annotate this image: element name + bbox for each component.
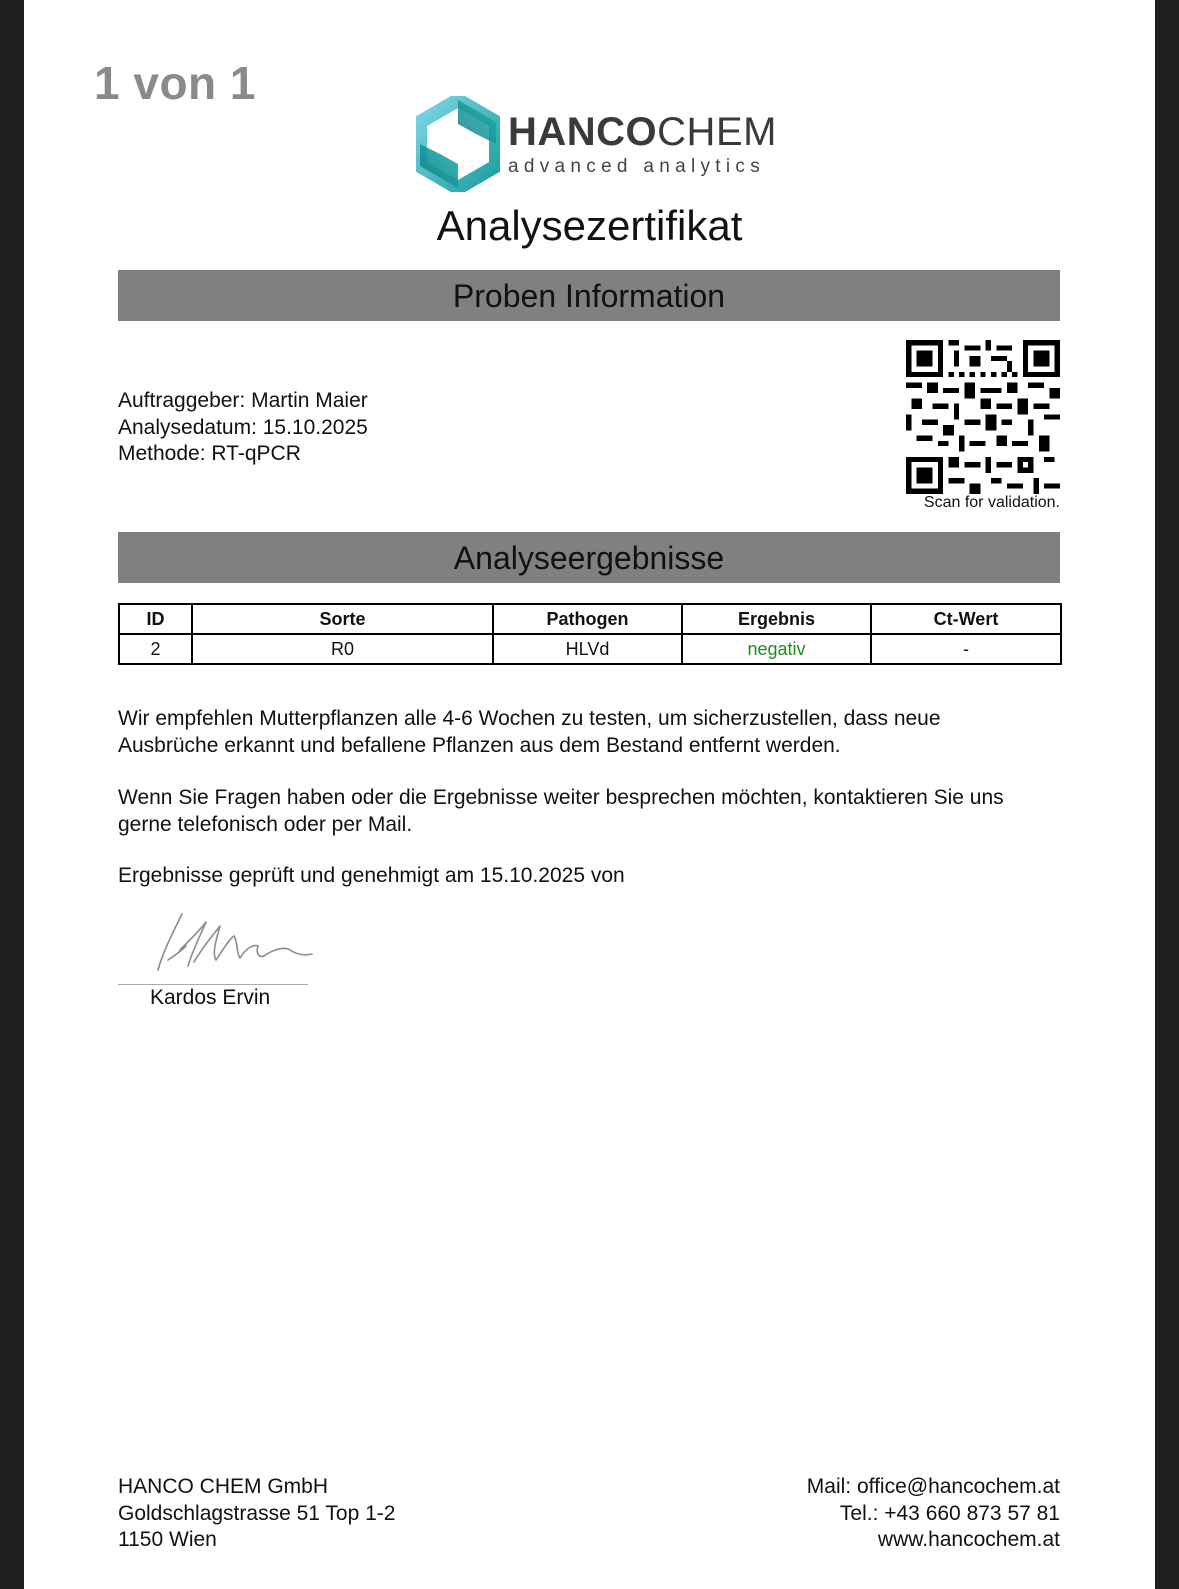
contact-paragraph: Wenn Sie Fragen haben oder die Ergebnisse weiter besprechen möchten, kontaktieren Sie uns gerne telefonisch oder per Mail. (118, 786, 1004, 836)
footer-phone: Tel.: +43 660 873 57 81 (839, 1501, 1060, 1525)
footer-contact (807, 1474, 1060, 1554)
column-header-pathogen: Pathogen (493, 604, 682, 634)
hancochem-logo (416, 96, 816, 192)
page-counter: 1 von 1 (94, 57, 257, 109)
cell-ergebnis: negativ (682, 634, 871, 664)
recommendation-paragraph: Wir empfehlen Mutterpflanzen alle 4-6 Wochen zu testen, um sicherzustellen, dass neue Ausbrüche erkannt und befallene Pflanzen aus dem Bestand entfernt werden. (118, 707, 941, 757)
footer-website[interactable]: www.hancochem.at (877, 1528, 1060, 1551)
results-table (118, 603, 1062, 665)
document-title: Analysezertifikat (436, 202, 743, 249)
sample-info-block (118, 388, 368, 468)
signatory-name: Kardos Ervin (150, 986, 271, 1009)
handwritten-signature-icon (140, 900, 320, 980)
approval-paragraph: Ergebnisse geprüft und genehmigt am 15.10.2025 von (118, 864, 625, 887)
logo-wordmark (508, 112, 777, 178)
sample-info-heading: Proben Information (118, 270, 1060, 321)
table-row (119, 634, 1061, 664)
column-header-sorte: Sorte (192, 604, 493, 634)
cell-sorte: R0 (192, 634, 493, 664)
footer-mail[interactable]: Mail: office@hancochem.at (806, 1475, 1060, 1498)
logo-name-bold: HANCO (508, 110, 658, 154)
document-page (24, 0, 1155, 1589)
results-heading: Analyseergebnisse (118, 532, 1060, 583)
cell-id: 2 (119, 634, 192, 664)
hexagon-logo-icon (416, 96, 500, 192)
method-line: Methode: RT-qPCR (118, 442, 301, 465)
column-header-ct-wert: Ct-Wert (871, 604, 1061, 634)
analysis-date-line: Analysedatum: 15.10.2025 (118, 415, 368, 439)
footer-street: Goldschlagstrasse 51 Top 1-2 (118, 1501, 396, 1525)
qr-code-icon[interactable] (906, 340, 1060, 494)
signature-line (118, 984, 308, 985)
logo-tagline: advanced analytics (508, 156, 766, 177)
cell-pathogen: HLVd (493, 634, 682, 664)
column-header-id: ID (119, 604, 192, 634)
client-line: Auftraggeber: Martin Maier (118, 389, 368, 412)
footer-address (118, 1474, 395, 1554)
qr-caption: Scan for validation. (923, 494, 1060, 511)
footer-company: HANCO CHEM GmbH (118, 1475, 329, 1498)
table-header-row (119, 604, 1061, 634)
cell-ct-wert: - (871, 634, 1061, 664)
logo-name-light: CHEM (657, 110, 777, 154)
column-header-ergebnis: Ergebnis (682, 604, 871, 634)
footer-city: 1150 Wien (118, 1528, 217, 1551)
